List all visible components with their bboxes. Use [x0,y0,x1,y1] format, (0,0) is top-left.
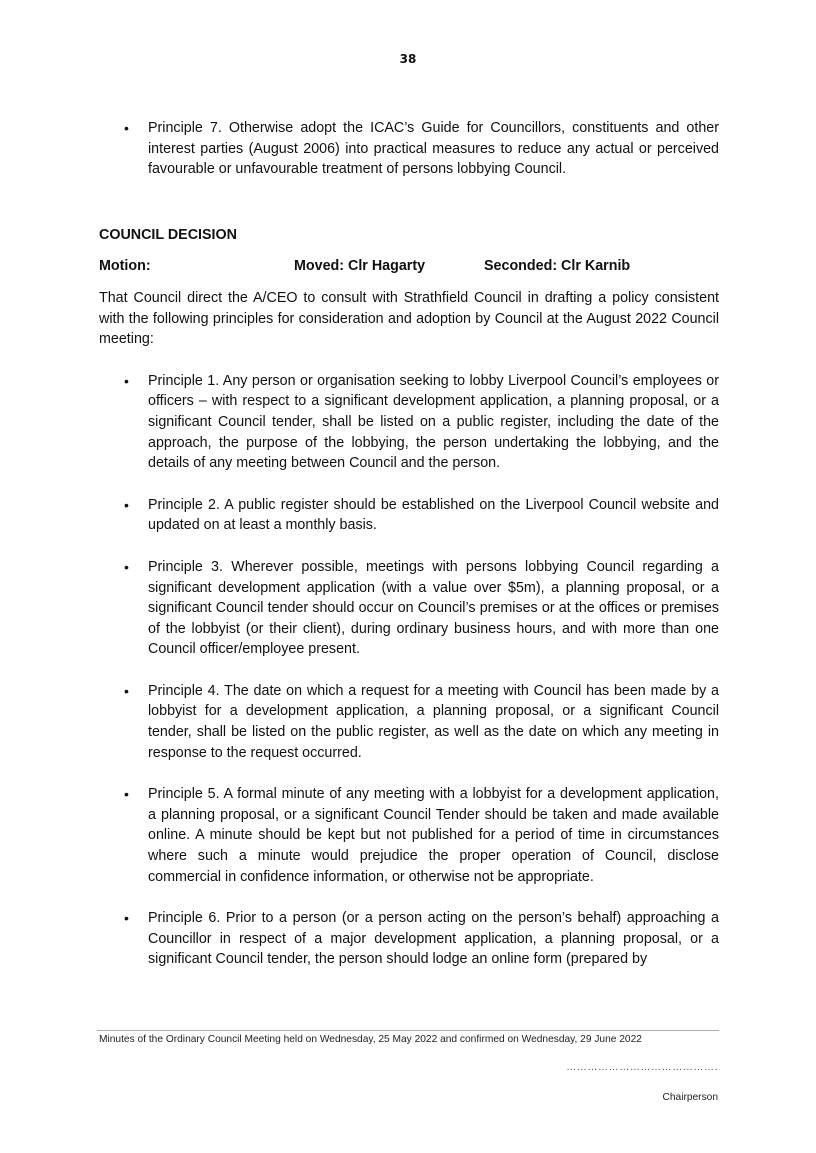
principle-text: Principle 4. The date on which a request for a meeting with Council has been made by a lobbyist for a development application, a planning proposal, or a significant Council tender, shall be listed on the public register, as well as the date on which any meeting in response to the request occurred. [148,682,719,761]
signature-line: ……………………………………. [566,1062,718,1073]
list-item [99,371,719,474]
motion-row [99,256,719,277]
principle-7-text: Principle 7. Otherwise adopt the ICAC’s Guide for Councillors, constituents and other interest parties (August 2006) into practical measures to reduce any actual or perceived favourable or unfavourable treatment of persons lobbying Council. [148,120,719,178]
footer-divider [97,1030,719,1031]
principle-text: Principle 3. Wherever possible, meetings with persons lobbying Council regarding a significant development application (with a value over $5m), a planning proposal, or a significant Council tender should occur on Council’s premises or at the offices or premises of the lobbyist (or their client), during ordinary business hours, and with more than one Council officer/employee present. [148,558,719,658]
resolution-paragraph: That Council direct the A/CEO to consult with Strathfield Council in drafting a policy consistent with the following principles for consideration and adoption by Council at the August 2022 Council meeting: [99,289,719,348]
council-decision-heading: COUNCIL DECISION [99,226,237,243]
principle-text: Principle 2. A public register should be established on the Liverpool Council website and updated on at least a monthly basis. [148,496,719,534]
seconded-by: Seconded: Clr Karnib [484,258,631,275]
moved-by: Moved: Clr Hagarty [294,258,426,275]
footer-minutes-text: Minutes of the Ordinary Council Meeting held on Wednesday, 25 May 2022 and confirmed on Wednesday, 29 June 2022 [99,1034,642,1045]
bullet-marker: • [124,910,129,927]
list-item [99,784,719,887]
principle-text: Principle 1. Any person or organisation seeking to lobby Liverpool Council’s employees or officers – with respect to a significant development application, a planning proposal, or a significant Council tender, shall be listed on a public register, including the date of the approach, the purpose of the lobbying, the person undertaking the lobbying, and the details of any meeting between Council and the person. [148,372,719,472]
bullet-marker: • [124,682,129,699]
document-body [99,118,719,991]
bullet-marker: • [124,120,129,136]
bullet-marker: • [124,786,129,803]
motion-label: Motion: [99,258,151,275]
bullet-marker: • [124,496,129,513]
list-item [99,681,719,763]
principle-text: Principle 5. A formal minute of any meeting with a lobbyist for a development application, a planning proposal, or a significant Council Tender should be taken and made available online. A minute should be kept but not published for a period of time in circumstances where such a minute would prejudice the proper operation of Council, disclose commercial in confidence information, or otherwise not be appropriate. [148,786,719,885]
list-item [99,908,719,970]
principle-text: Principle 6. Prior to a person (or a person acting on the person’s behalf) approaching a Councillor in respect of a major development application, a planning proposal, or a significant Council tender, the person should lodge an online form (prepared by [148,910,719,968]
principles-list [99,371,719,970]
list-item [99,495,719,536]
chairperson-label: Chairperson [662,1092,718,1103]
bullet-marker: • [124,372,129,389]
principle-7-bullet [99,118,719,180]
bullet-marker: • [124,558,129,575]
list-item [99,557,719,660]
page-number: 38 [399,52,417,66]
